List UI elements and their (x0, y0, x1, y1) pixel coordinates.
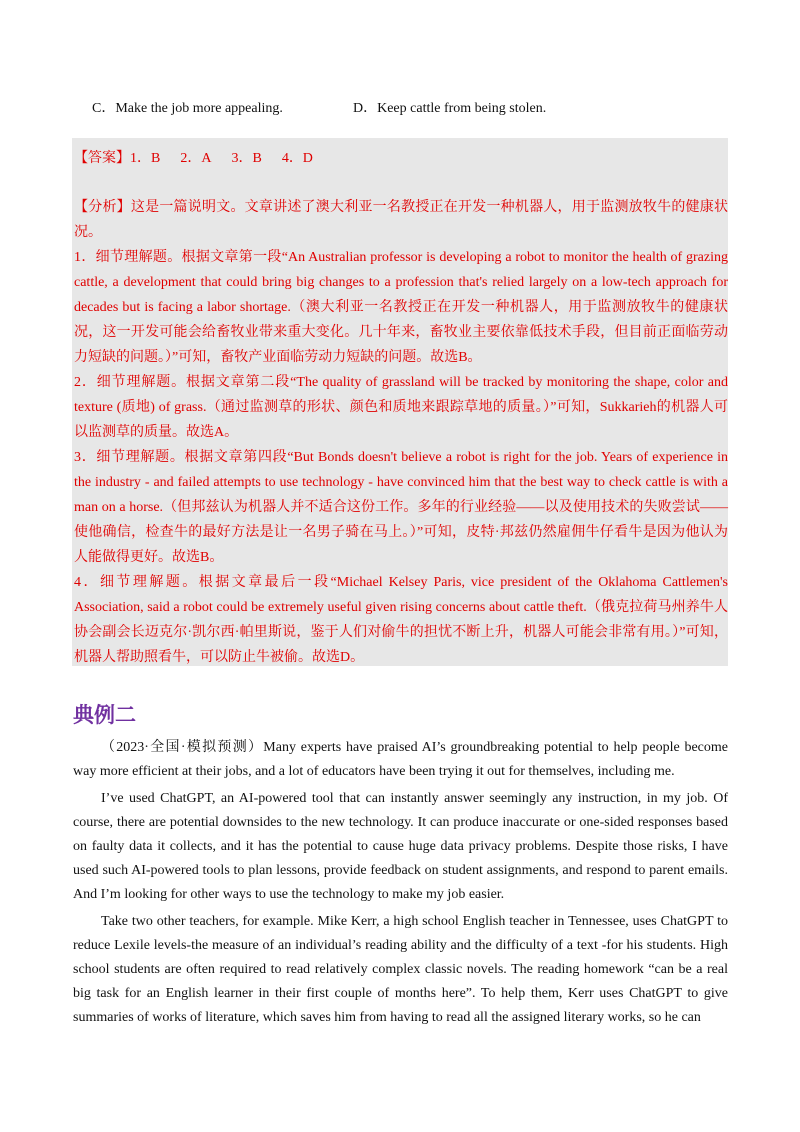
answer-key (74, 147, 728, 167)
analysis-intro: 【分析】这是一篇说明文。文章讲述了澳大利亚一名教授正在开发一种机器人，用于监测放牧牛的健康状况。 (74, 200, 728, 240)
answer-item: 1．B (130, 151, 161, 166)
reading-passage (73, 736, 728, 1033)
option-c: C．Make the job more appealing. (92, 101, 283, 116)
passage-paragraph-1: （2023·全国·模拟预测）Many experts have praised AI’s groundbreaking potential to help people become way more efficient at their jobs, and a lot of educators have been trying it out for themselves, including me. (73, 740, 728, 779)
answer-options (92, 97, 728, 117)
answer-label: 【答案】 (74, 151, 130, 166)
analysis-item-2: 2．细节理解题。根据文章第二段“The quality of grassland will be tracked by monitoring the shape, color and texture (质地) of grass.（通过监测草的形状、颜色和质地来跟踪草地的质量。）”可知，Sukkarieh的机器人可以监测草的质量。故选A。 (74, 375, 728, 440)
answer-item: 2．A (180, 151, 212, 166)
answer-analysis-box (72, 138, 728, 666)
passage-paragraph-3: Take two other teachers, for example. Mike Kerr, a high school English teacher in Tennessee, uses ChatGPT to reduce Lexile levels-the measure of an individual’s reading ability and the difficulty of a text -for his students. High school students are often required to read relatively complex classic novels. The reading homework “can be a real big task for an English learner in their first couple of months here”. To help them, Kerr uses ChatGPT to give summaries of works of literature, which saves him from having to read all the assigned literary works, so he can (73, 914, 728, 1025)
answer-item: 4．D (281, 151, 313, 166)
section-heading: 典例二 (73, 703, 136, 727)
answer-item: 3．B (231, 151, 262, 166)
analysis-text (74, 195, 728, 670)
passage-paragraph-2: I’ve used ChatGPT, an AI-powered tool that can instantly answer seemingly any instruction, in my job. Of course, there are potential downsides to the new technology. It can produce inaccurate or one-sided responses based on faulty data it collects, and it has the potential to cause huge data privacy problems. Despite those risks, I have used such AI-powered tools to plan lessons, provide feedback on student assignments, and respond to parent emails. And I’m looking for other ways to use the technology to make my job easier. (73, 791, 728, 902)
analysis-item-4: 4．细节理解题。根据文章最后一段“Michael Kelsey Paris, vice president of the Oklahoma Cattlemen's Association, said a robot could be extremely useful given rising concerns about cattle theft.（俄克拉荷马州养牛人协会副会长迈克尔·凯尔西·帕里斯说，鉴于人们对偷牛的担忧不断上升，机器人可能会非常有用。）”可知，机器人帮助照看牛，可以防止牛被偷。故选D。 (74, 575, 728, 665)
analysis-item-1: 1．细节理解题。根据文章第一段“An Australian professor is developing a robot to monitor the health of grazing cattle, a development that could bring big changes to a profession that's relied largely on a low-tech approach for decades but is facing a labor shortage.（澳大利亚一名教授正在开发一种机器人，用于监测放牧牛的健康状况，这一开发可能会给畜牧业带来重大变化。几十年来，畜牧业主要依靠低技术手段，但目前正面临劳动力短缺的问题。）”可知，畜牧产业面临劳动力短缺的问题。故选B。 (74, 250, 728, 365)
option-d: D．Keep cattle from being stolen. (353, 101, 547, 116)
analysis-item-3: 3．细节理解题。根据文章第四段“But Bonds doesn't believe a robot is right for the job. Years of experience in the industry - and failed attempts to use technology - have convinced him that the best way to check cattle is with a man on a horse.（但邦兹认为机器人并不适合这份工作。多年的行业经验——以及使用技术的失败尝试——使他确信，检查牛的最好方法是让一名男子骑在马上。）”可知，皮特·邦兹仍然雇佣牛仔看牛是因为他认为人能做得更好。故选B。 (74, 450, 728, 565)
